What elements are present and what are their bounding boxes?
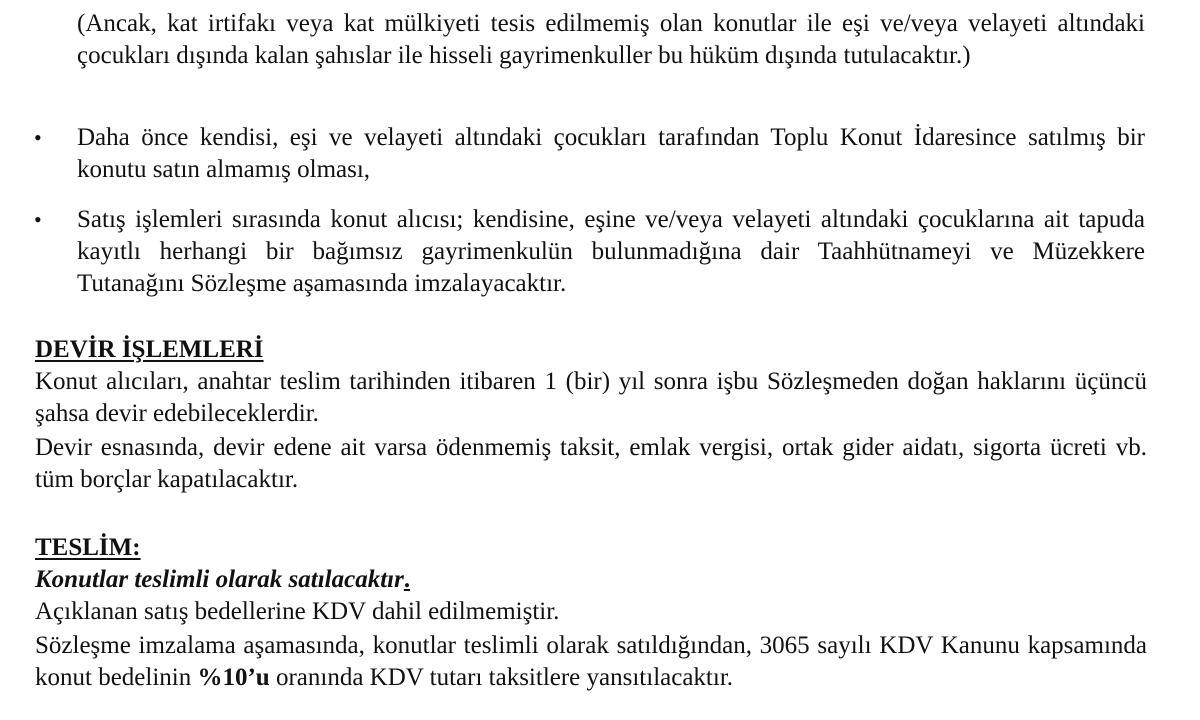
bullet-2-marker: •	[34, 207, 42, 232]
teslim-heading: TESLİM:	[35, 534, 141, 561]
teslim-paragraph-2-start: Sözleşme imzalama aşamasında, konutlar teslimli olarak satıldığından, 3065 sayılı KDV Kanunu kapsamında konut bedelinin	[35, 632, 1147, 691]
devir-paragraph-2: Devir esnasında, devir edene ait varsa ödenmemiş taksit, emlak vergisi, ortak gider aidatı, sigorta ücreti vb. tüm borçlar kapatılacaktır.	[35, 434, 1147, 493]
teslim-subheading-period: .	[403, 566, 411, 593]
bullet-2-text: Satış işlemleri sırasında konut alıcısı; kendisine, eşine ve/veya velayeti altındaki çocuklarına ait tapuda kayıtlı herhangi bir bağımsız gayrimenkulün bulunmadığına dair Taahhütnameyi ve Müzekkere Tutanağını Sözleşme aşamasında imzalayacaktır.	[77, 206, 1145, 297]
teslim-paragraph-1: Açıklanan satış bedellerine KDV dahil edilmemiştir.	[35, 598, 560, 625]
vat-rate: %10’u	[197, 664, 270, 691]
intro-note: (Ancak, kat irtifakı veya kat mülkiyeti tesis edilmemiş olan konutlar ile eşi ve/veya velayeti altındaki çocukları dışında kalan şahıslar ile hisseli gayrimenkuller bu hüküm dışında tutulacaktır.)	[77, 10, 1145, 69]
teslim-subheading	[35, 564, 1147, 596]
teslim-subheading-text: Konutlar teslimli olarak satılacaktır	[35, 566, 404, 593]
devir-heading: DEVİR İŞLEMLERİ	[35, 336, 264, 363]
devir-paragraph-1: Konut alıcıları, anahtar teslim tarihinden itibaren 1 (bir) yıl sonra işbu Sözleşmeden doğan haklarını üçüncü şahsa devir edebileceklerdir.	[35, 368, 1147, 427]
bullet-1-text: Daha önce kendisi, eşi ve velayeti altındaki çocukları tarafından Toplu Konut İdaresince satılmış bir konutu satın almamış olması,	[77, 124, 1145, 183]
teslim-paragraph-2	[35, 630, 1147, 694]
teslim-paragraph-2-end: oranında KDV tutarı taksitlere yansıtılacaktır.	[269, 664, 734, 691]
bullet-1-marker: •	[34, 125, 42, 150]
